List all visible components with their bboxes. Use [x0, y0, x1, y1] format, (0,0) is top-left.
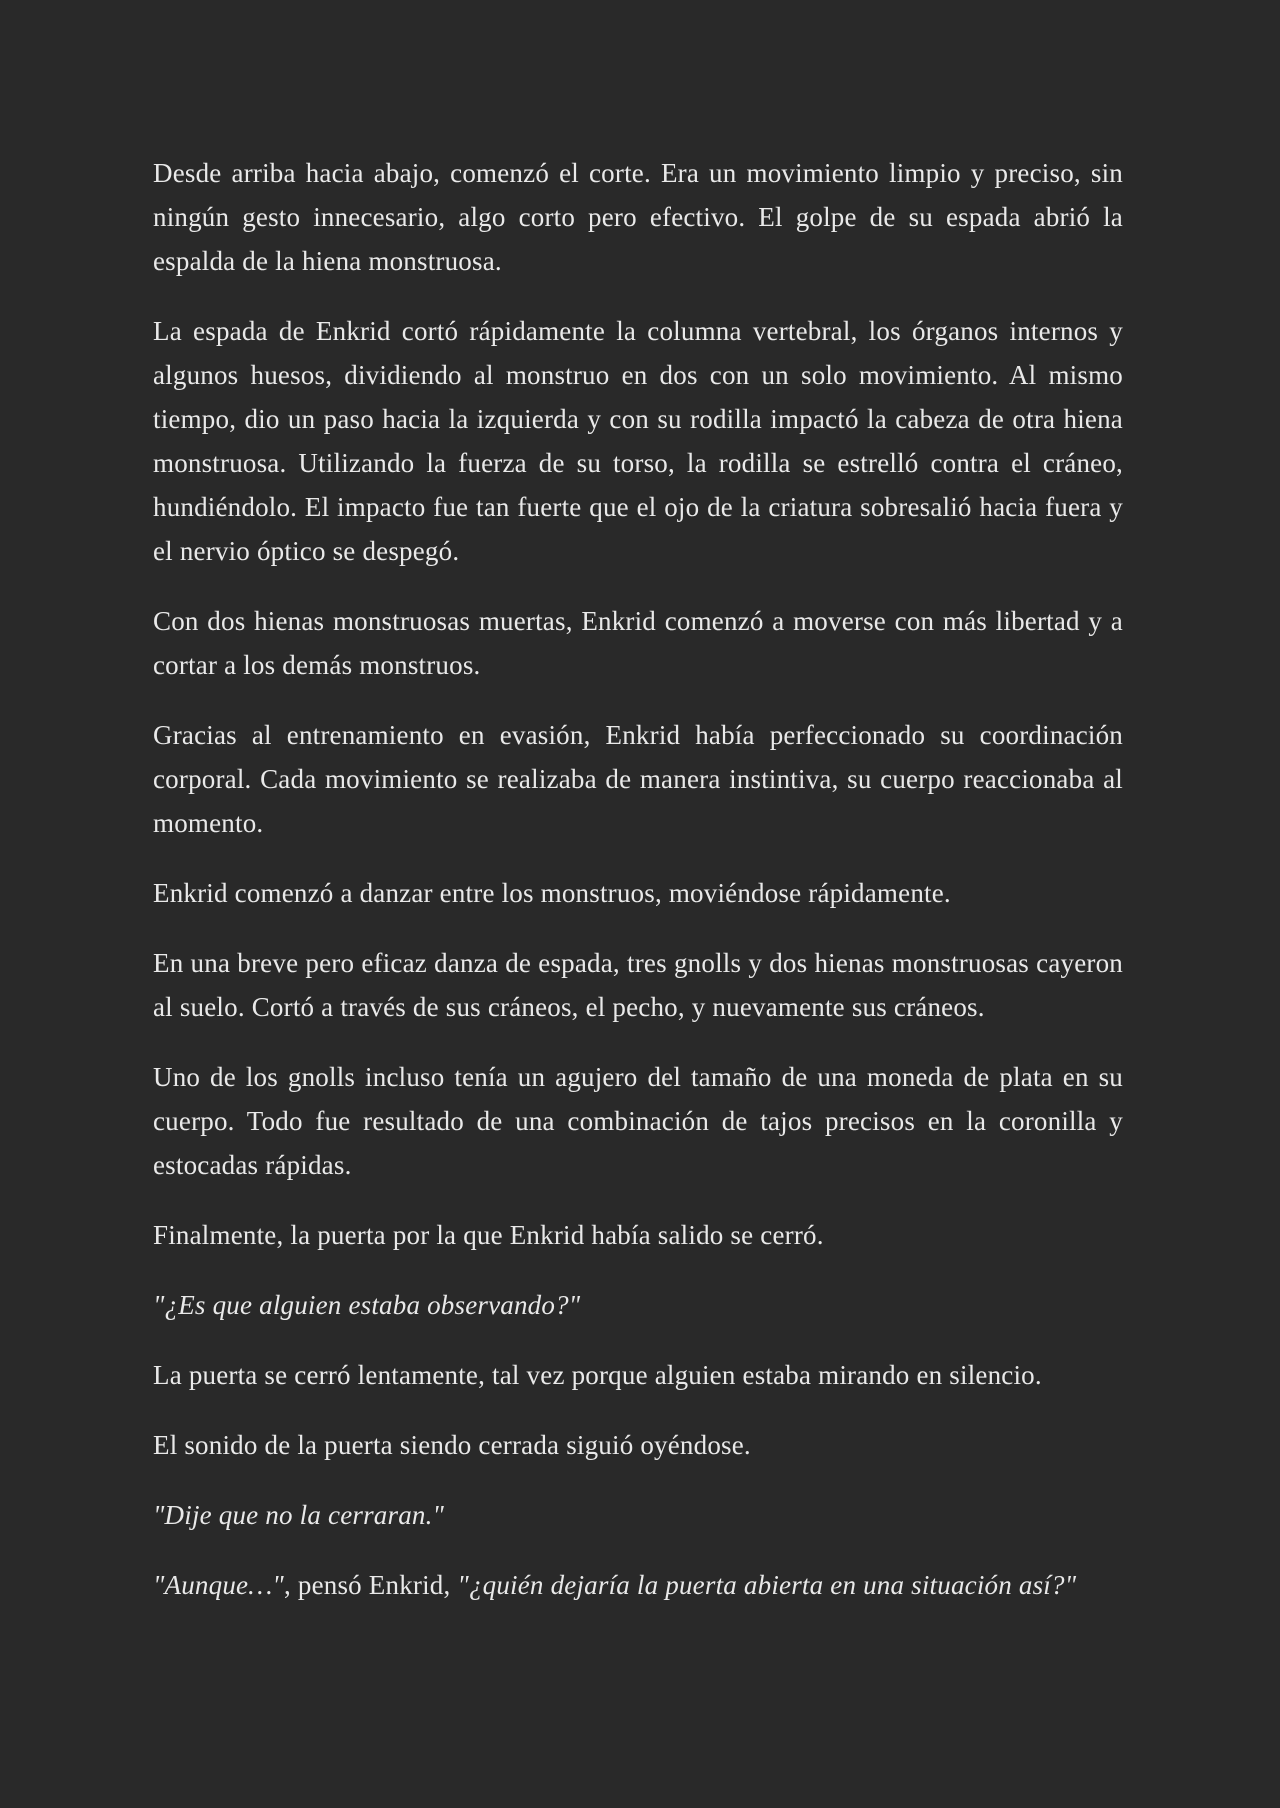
text-run: , pensó Enkrid, — [283, 1570, 458, 1600]
paragraph — [153, 1563, 1123, 1607]
paragraph — [153, 941, 1123, 1029]
text-run: Gracias al entrenamiento en evasión, Enkrid había perfeccionado su coordinación corporal. Cada movimiento se realizaba de manera instintiva, su cuerpo reaccionaba al momento. — [153, 720, 1123, 838]
paragraph — [153, 309, 1123, 573]
paragraph — [153, 1423, 1123, 1467]
paragraph — [153, 599, 1123, 687]
text-run: La puerta se cerró lentamente, tal vez porque alguien estaba mirando en silencio. — [153, 1360, 1042, 1390]
paragraph — [153, 871, 1123, 915]
italic-text-run: "Aunque…" — [153, 1570, 284, 1600]
text-run: Uno de los gnolls incluso tenía un agujero del tamaño de una moneda de plata en su cuerpo. Todo fue resultado de una combinación de tajos precisos en la coronilla y estocadas rápidas. — [153, 1062, 1123, 1180]
paragraph — [153, 1493, 1123, 1537]
text-run: La espada de Enkrid cortó rápidamente la columna vertebral, los órganos internos y algunos huesos, dividiendo al monstruo en dos con un solo movimiento. Al mismo tiempo, dio un paso hacia la izquierda y con su rodilla impactó la cabeza de otra hiena monstruosa. Utilizando la fuerza de su torso, la rodilla se estrelló contra el cráneo, hundiéndolo. El impacto fue tan fuerte que el ojo de la criatura sobresalió hacia fuera y el nervio óptico se despegó. — [153, 316, 1123, 566]
chapter-text — [153, 151, 1123, 1607]
italic-text-run: "¿quién dejaría la puerta abierta en una situación así?" — [457, 1570, 1077, 1600]
paragraph — [153, 1055, 1123, 1187]
text-run: El sonido de la puerta siendo cerrada siguió oyéndose. — [153, 1430, 751, 1460]
italic-text-run: "¿Es que alguien estaba observando?" — [153, 1290, 581, 1320]
italic-text-run: "Dije que no la cerraran." — [153, 1500, 445, 1530]
text-run: Enkrid comenzó a danzar entre los monstruos, moviéndose rápidamente. — [153, 878, 951, 908]
paragraph — [153, 1353, 1123, 1397]
paragraph — [153, 713, 1123, 845]
paragraph — [153, 1283, 1123, 1327]
paragraph — [153, 151, 1123, 283]
text-run: Finalmente, la puerta por la que Enkrid había salido se cerró. — [153, 1220, 824, 1250]
paragraph — [153, 1213, 1123, 1257]
text-run: En una breve pero eficaz danza de espada, tres gnolls y dos hienas monstruosas cayeron al suelo. Cortó a través de sus cráneos, el pecho, y nuevamente sus cráneos. — [153, 948, 1123, 1022]
text-run: Desde arriba hacia abajo, comenzó el corte. Era un movimiento limpio y preciso, sin ningún gesto innecesario, algo corto pero efectivo. El golpe de su espada abrió la espalda de la hiena monstruosa. — [153, 158, 1123, 276]
text-run: Con dos hienas monstruosas muertas, Enkrid comenzó a moverse con más libertad y a cortar a los demás monstruos. — [153, 606, 1123, 680]
